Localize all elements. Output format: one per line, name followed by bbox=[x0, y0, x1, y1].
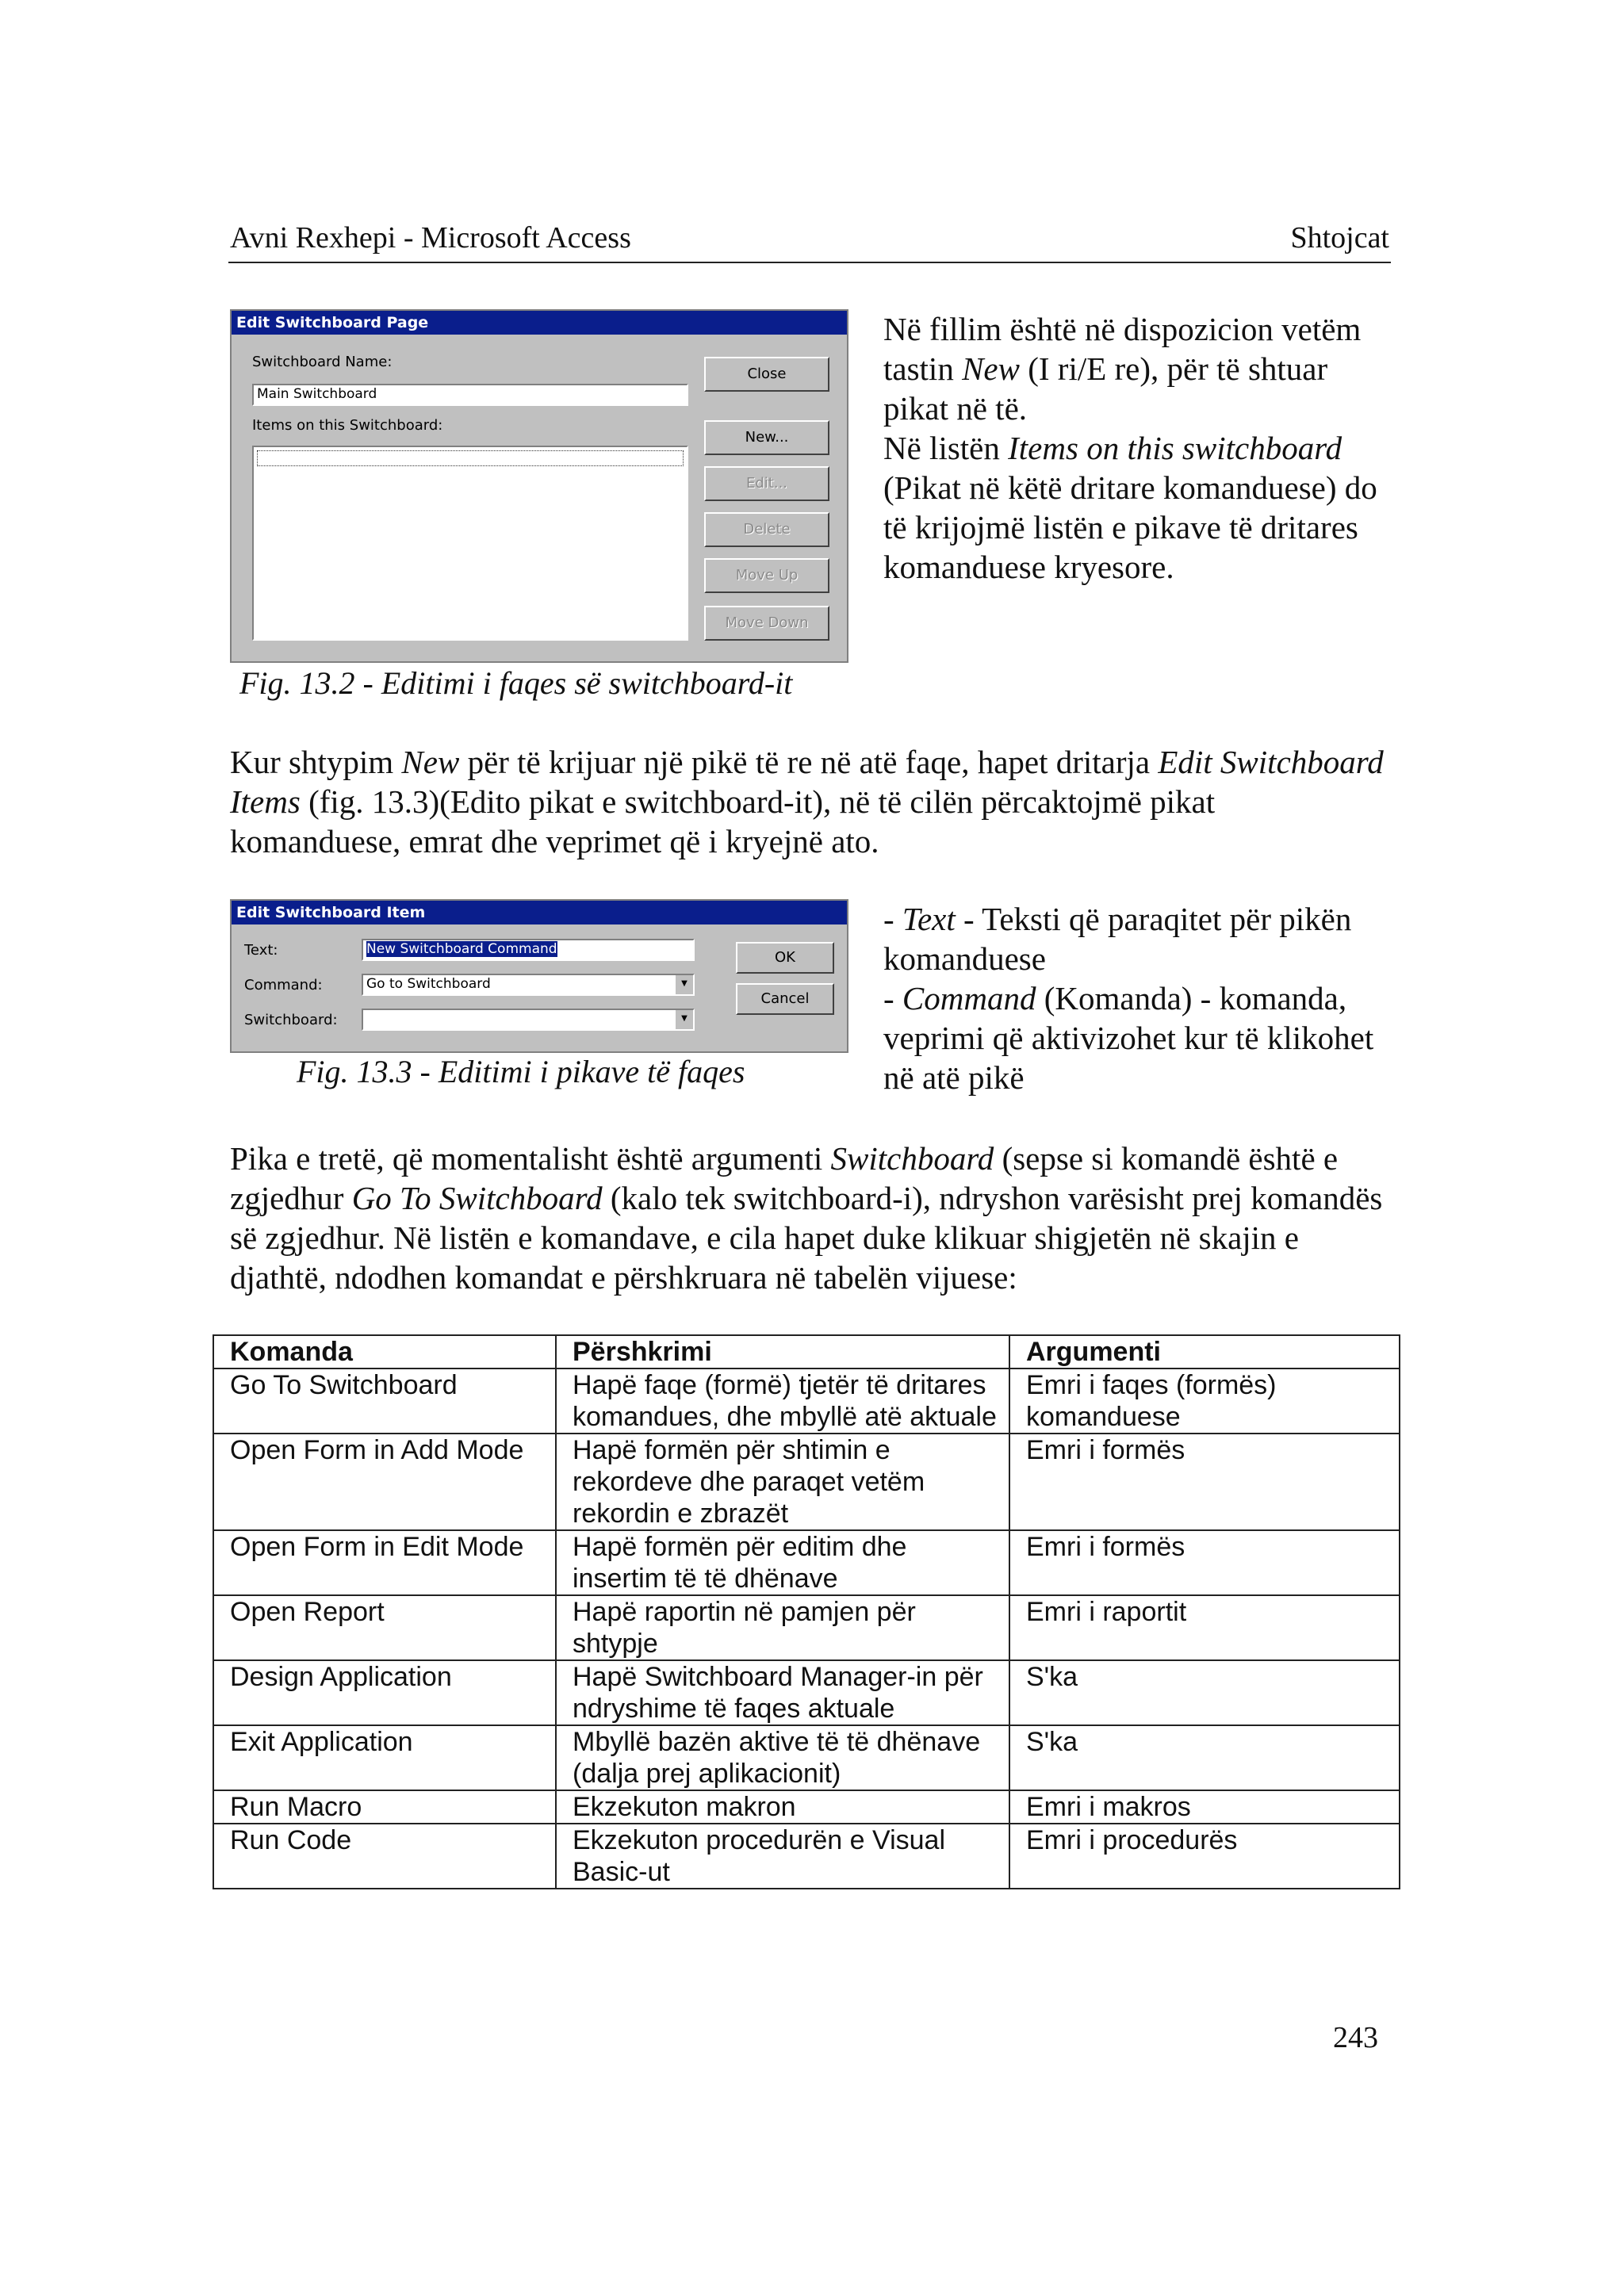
description-cell: Hapë formën për shtimin e rekordeve dhe paraqet vetëm rekordin e zbrazët bbox=[556, 1434, 1009, 1530]
command-cell: Open Report bbox=[213, 1595, 556, 1660]
command-cell: Go To Switchboard bbox=[213, 1369, 556, 1434]
command-label: Command: bbox=[244, 977, 323, 993]
command-cell: Open Form in Add Mode bbox=[213, 1434, 556, 1530]
text-input-value: New Switchboard Command bbox=[366, 941, 557, 957]
move-up-button[interactable]: Move Up bbox=[704, 558, 829, 593]
description-cell: Ekzekuton procedurën e Visual Basic-ut bbox=[556, 1824, 1009, 1889]
figure-13-3-caption: Fig. 13.3 - Editimi i pikave të faqes bbox=[297, 1054, 745, 1089]
intro-side-text bbox=[883, 309, 1391, 587]
cancel-button[interactable]: Cancel bbox=[736, 983, 834, 1015]
column-header-pershkrimi: Përshkrimi bbox=[556, 1335, 1009, 1369]
text-input[interactable] bbox=[362, 939, 695, 961]
description-cell: Hapë faqe (formë) tjetër të dritares komandues, dhe mbyllë atë aktuale bbox=[556, 1369, 1009, 1434]
close-button[interactable]: Close bbox=[704, 357, 829, 392]
command-cell: Exit Application bbox=[213, 1725, 556, 1790]
command-cell: Open Form in Edit Mode bbox=[213, 1530, 556, 1595]
page-number: 243 bbox=[1333, 2021, 1378, 2054]
running-header-left: Avni Rexhepi - Microsoft Access bbox=[230, 221, 631, 255]
argument-cell: Emri i raportit bbox=[1009, 1595, 1400, 1660]
column-header-komanda: Komanda bbox=[213, 1335, 556, 1369]
dialog-title-bar: Edit Switchboard Item bbox=[232, 901, 847, 924]
description-cell: Hapë formën për editim dhe insertim të të dhënave bbox=[556, 1530, 1009, 1595]
side-paragraph-1: Në fillim është në dispozicion vetëm tastin New (I ri/E re), për të shtuar pikat në të. bbox=[883, 311, 1362, 427]
command-cell: Run Macro bbox=[213, 1790, 556, 1824]
argument-cell: Emri i formës bbox=[1009, 1530, 1400, 1595]
argument-cell: Emri i makros bbox=[1009, 1790, 1400, 1824]
switchboard-name-label: Switchboard Name: bbox=[252, 354, 393, 370]
side-paragraph-2: Në listën Items on this switchboard (Pikat në këtë dritare komanduese) do të krijojmë listën e pikave të dritares komanduese kryesore. bbox=[883, 430, 1377, 585]
items-on-switchboard-label: Items on this Switchboard: bbox=[252, 417, 443, 434]
body-paragraph-2: Pika e tretë, që momentalisht është argumenti Switchboard (sepse si komandë është e zgjedhur Go To Switchboard (kalo tek switchboard-i), ndryshon varësisht prej komandës së zgjedhur. Në listën e komandave, e cila hapet duke klikuar shigjetën në skajin e djathtë, ndodhen komandat e përshkruara në tabelën vijuese: bbox=[230, 1140, 1383, 1296]
move-down-button[interactable]: Move Down bbox=[704, 606, 829, 641]
switchboard-name-input[interactable]: Main Switchboard bbox=[252, 384, 688, 406]
argument-cell: Emri i faqes (formës) komanduese bbox=[1009, 1369, 1400, 1434]
command-cell: Run Code bbox=[213, 1824, 556, 1889]
argument-cell: S'ka bbox=[1009, 1660, 1400, 1725]
switchboard-items-list[interactable] bbox=[252, 446, 688, 641]
table-row bbox=[213, 1369, 1400, 1434]
header-rule bbox=[228, 262, 1391, 263]
argument-cell: Emri i formës bbox=[1009, 1434, 1400, 1530]
table-row bbox=[213, 1595, 1400, 1660]
chevron-down-icon[interactable]: ▼ bbox=[674, 1010, 693, 1029]
table-row bbox=[213, 1530, 1400, 1595]
text-field-description: - Text - Teksti që paraqitet për pikën komanduese bbox=[883, 901, 1352, 977]
command-dropdown-value: Go to Switchboard bbox=[366, 976, 491, 992]
table-row bbox=[213, 1434, 1400, 1530]
field-descriptions bbox=[883, 899, 1391, 1097]
table-row bbox=[213, 1660, 1400, 1725]
commands-table bbox=[213, 1334, 1400, 1889]
chevron-down-icon[interactable]: ▼ bbox=[674, 975, 693, 994]
text-label: Text: bbox=[244, 942, 278, 959]
table-row bbox=[213, 1824, 1400, 1889]
switchboard-label: Switchboard: bbox=[244, 1012, 338, 1028]
description-cell: Ekzekuton makron bbox=[556, 1790, 1009, 1824]
description-cell: Hapë Switchboard Manager-in për ndryshime të faqes aktuale bbox=[556, 1660, 1009, 1725]
switchboard-dropdown[interactable] bbox=[362, 1009, 695, 1031]
ok-button[interactable]: OK bbox=[736, 942, 834, 974]
edit-switchboard-page-dialog bbox=[230, 309, 848, 663]
new-button[interactable]: New... bbox=[704, 420, 829, 455]
delete-button[interactable]: Delete bbox=[704, 512, 829, 547]
argument-cell: Emri i procedurës bbox=[1009, 1824, 1400, 1889]
dialog-title-bar: Edit Switchboard Page bbox=[232, 311, 847, 335]
list-focus-row bbox=[257, 450, 684, 466]
description-cell: Mbyllë bazën aktive të të dhënave (dalja prej aplikacionit) bbox=[556, 1725, 1009, 1790]
command-field-description: - Command (Komanda) - komanda, veprimi që aktivizohet kur të klikohet në atë pikë bbox=[883, 980, 1374, 1096]
table-row bbox=[213, 1790, 1400, 1824]
description-cell: Hapë raportin në pamjen për shtypje bbox=[556, 1595, 1009, 1660]
figure-13-2-caption: Fig. 13.2 - Editimi i faqes së switchboard-it bbox=[239, 665, 793, 701]
command-cell: Design Application bbox=[213, 1660, 556, 1725]
column-header-argumenti: Argumenti bbox=[1009, 1335, 1400, 1369]
edit-switchboard-item-dialog bbox=[230, 899, 848, 1053]
table-header-row bbox=[213, 1335, 1400, 1369]
table-row bbox=[213, 1725, 1400, 1790]
edit-button[interactable]: Edit... bbox=[704, 466, 829, 501]
running-header-right: Shtojcat bbox=[1290, 221, 1389, 255]
command-dropdown[interactable] bbox=[362, 974, 695, 996]
argument-cell: S'ka bbox=[1009, 1725, 1400, 1790]
body-paragraph-1: Kur shtypim New për të krijuar një pikë të re në atë faqe, hapet dritarja Edit Switchboard Items (fig. 13.3)(Edito pikat e switchboard-it), në të cilën përcaktojmë pikat komanduese, emrat dhe veprimet që i kryejnë ato. bbox=[230, 744, 1384, 859]
